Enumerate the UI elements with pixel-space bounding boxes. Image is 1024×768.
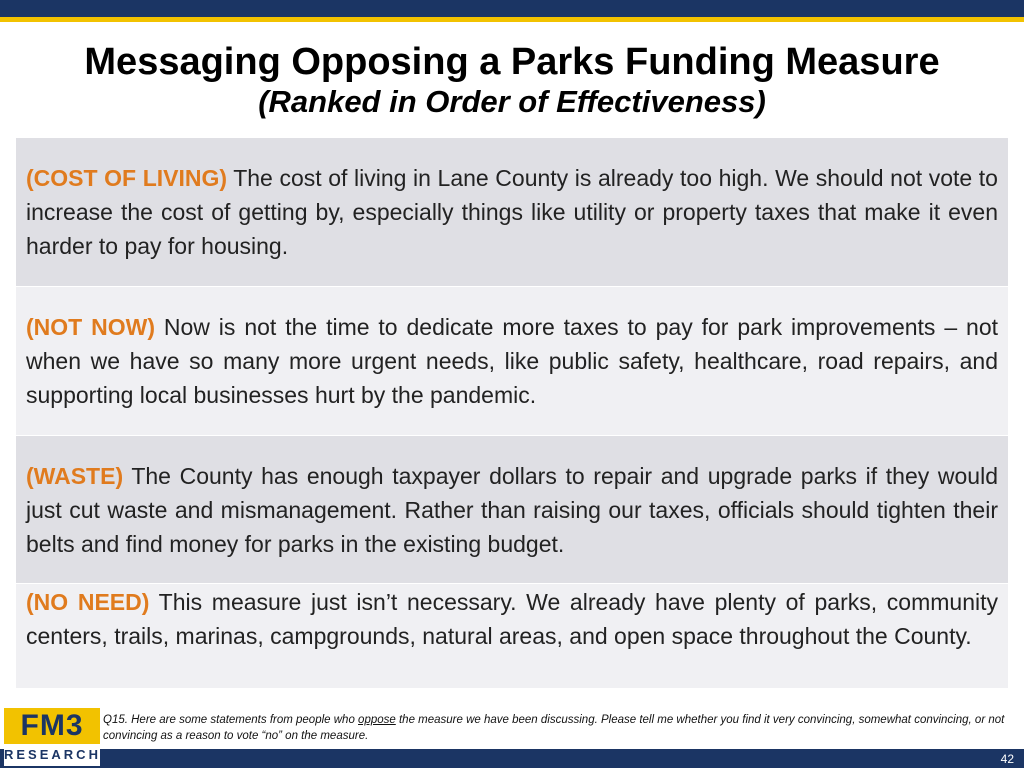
statement-text-block — [26, 310, 998, 412]
footnote-emphasis: oppose — [358, 714, 396, 726]
statement-text-block — [26, 585, 998, 653]
top-accent-stripe — [0, 17, 1024, 22]
statement-tag: (NO NEED) — [26, 589, 150, 615]
top-banner-bar — [0, 0, 1024, 17]
statement-row-cost-of-living — [16, 138, 1008, 286]
footnote-text-end: the measure we have been discussing. Please tell me whether you find it very convincing, somewhat convincing, or not convincing as a reason to vote “no” on the measure. — [103, 714, 1005, 742]
statement-text: The cost of living in Lane County is already too high. We should not vote to increase the cost of getting by, especially things like utility or property taxes that make it even harder to pay for housing. — [26, 165, 998, 259]
logo-subtitle: RESEARCH — [4, 747, 101, 762]
statement-row-no-need — [16, 584, 1008, 688]
statement-row-waste — [16, 436, 1008, 583]
statement-text: Now is not the time to dedicate more taxes to pay for park improvements – not when we have so many more urgent needs, like public safety, healthcare, road repairs, and supporting local businesses hurt by the pandemic. — [26, 314, 999, 408]
page-number: 42 — [1000, 752, 1014, 766]
statement-list — [16, 138, 1008, 688]
statement-text: The County has enough taxpayer dollars to repair and upgrade parks if they would just cut waste and mismanagement. Rather than raising our taxes, officials should tighten their belts and find money for parks in the existing budget. — [26, 462, 998, 557]
statement-text-block — [26, 459, 998, 561]
footnote-text-start: Q15. Here are some statements from people who — [103, 714, 359, 726]
statement-tag: (COST OF LIVING) — [26, 165, 228, 191]
page-title: Messaging Opposing a Parks Funding Measure — [84, 41, 940, 83]
page-subtitle: (Ranked in Order of Effectiveness) — [258, 84, 766, 119]
statement-text: This measure just isn’t necessary. We already have plenty of parks, community centers, trails, marinas, campgrounds, natural areas, and open space throughout the County. — [26, 589, 998, 649]
statement-row-not-now — [16, 287, 1008, 435]
statement-tag: (WASTE) — [26, 462, 124, 489]
statement-text-block — [26, 161, 998, 263]
logo-wordmark: FM3 — [4, 708, 100, 744]
statement-tag: (NOT NOW) — [26, 314, 155, 340]
footer-bar — [0, 749, 1024, 768]
question-footnote — [103, 712, 1008, 744]
fm3-logo — [4, 708, 100, 766]
